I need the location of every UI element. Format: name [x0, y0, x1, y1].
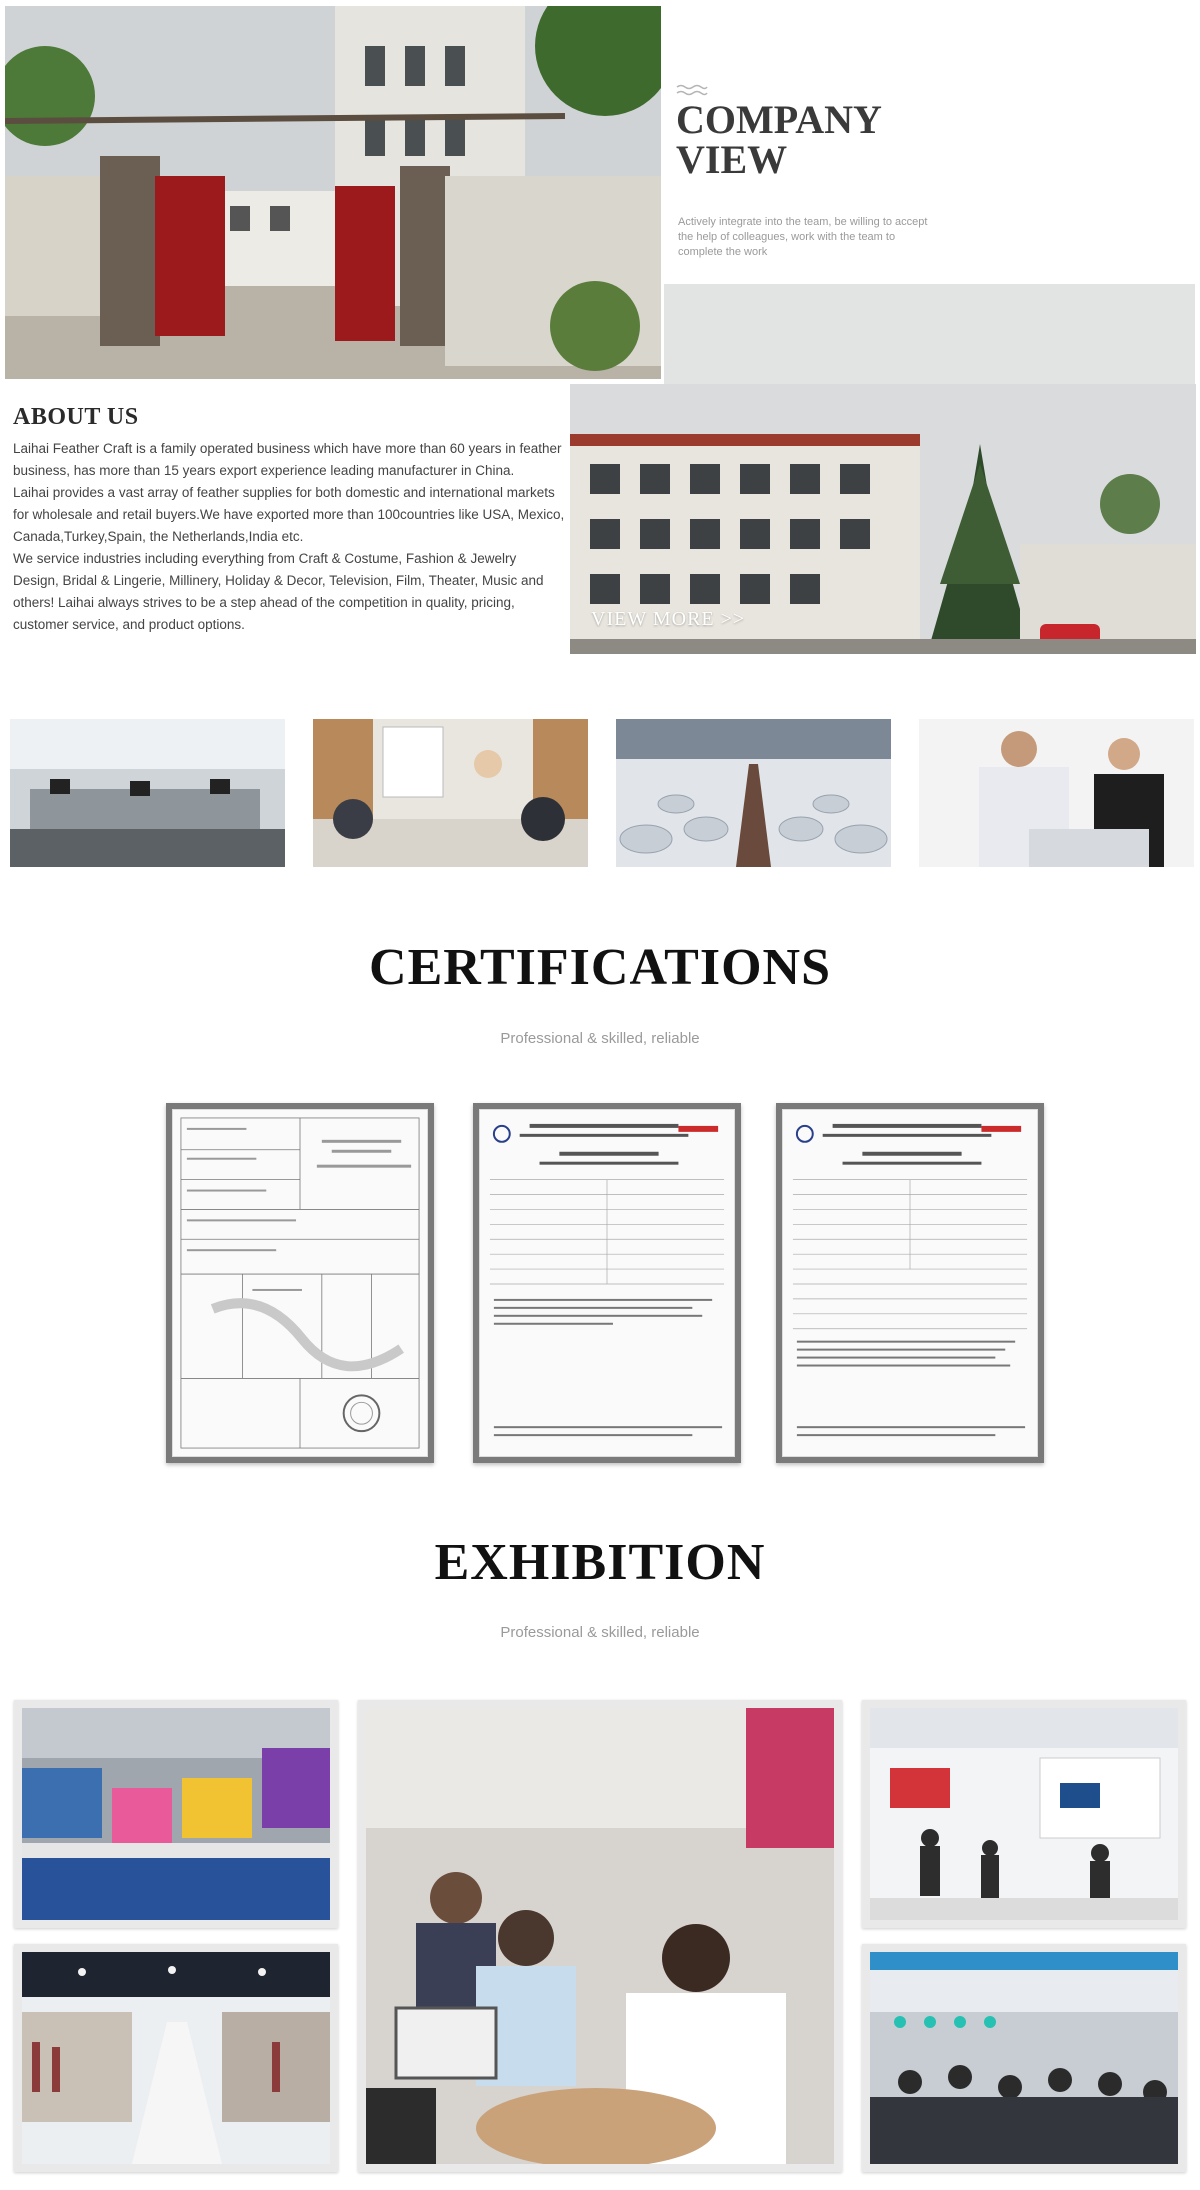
- about-text: [13, 438, 565, 636]
- certifications-title: CERTIFICATIONS: [369, 939, 831, 996]
- exhibition-photo: [862, 1700, 1186, 1928]
- view-more-link[interactable]: VIEW MORE >>: [591, 608, 746, 630]
- wave-icon: [676, 84, 708, 98]
- exhibition-photo: [862, 1944, 1186, 2172]
- certifications-subtitle: Professional & skilled, reliable: [500, 1030, 700, 1047]
- company-view-description: Actively integrate into the team, be willing to accept the help of colleagues, work with the team to complete the work: [678, 216, 928, 258]
- factory-gate-photo: [5, 6, 661, 379]
- about-paragraph: Laihai Feather Craft is a family operated business which have more than 60 years in feather business, has more than 15 years export experience leading manufacturer in China.: [13, 441, 562, 478]
- exhibition-photo: [14, 1700, 338, 1928]
- exhibition-title: EXHIBITION: [434, 1534, 766, 1591]
- factory-machines-photo: [616, 719, 891, 867]
- about-title: ABOUT US: [13, 404, 139, 430]
- about-paragraph: We service industries including everything from Craft & Costume, Fashion & Jewelry Design, Bridal & Lingerie, Millinery, Holiday & Decor, Television, Film, Theater, Music and others! Laihai always strives to be a step ahead of the competition in quality, pricing, customer service, and product options.: [13, 551, 544, 632]
- veterinary-health-certificate[interactable]: [776, 1103, 1044, 1463]
- business-people-photo: [919, 719, 1194, 867]
- meeting-photo: [313, 719, 588, 867]
- hazy-sky-photo: [664, 284, 1195, 384]
- about-paragraph: Laihai provides a vast array of feather supplies for both domestic and international markets for wholesale and retail buyers.We have exported more than 100countries like USA, Mexico, Canada,Turkey,Spain, the Netherlands,India etc.: [13, 485, 565, 544]
- exhibition-photo: [14, 1944, 338, 2172]
- company-view-title: COMPANY VIEW: [676, 97, 882, 182]
- office-photo: [10, 719, 285, 867]
- certificate-of-origin[interactable]: [166, 1103, 434, 1463]
- fumigation-certificate[interactable]: [473, 1103, 741, 1463]
- exhibition-photo-large: [358, 1700, 842, 2172]
- exhibition-subtitle: Professional & skilled, reliable: [500, 1624, 700, 1641]
